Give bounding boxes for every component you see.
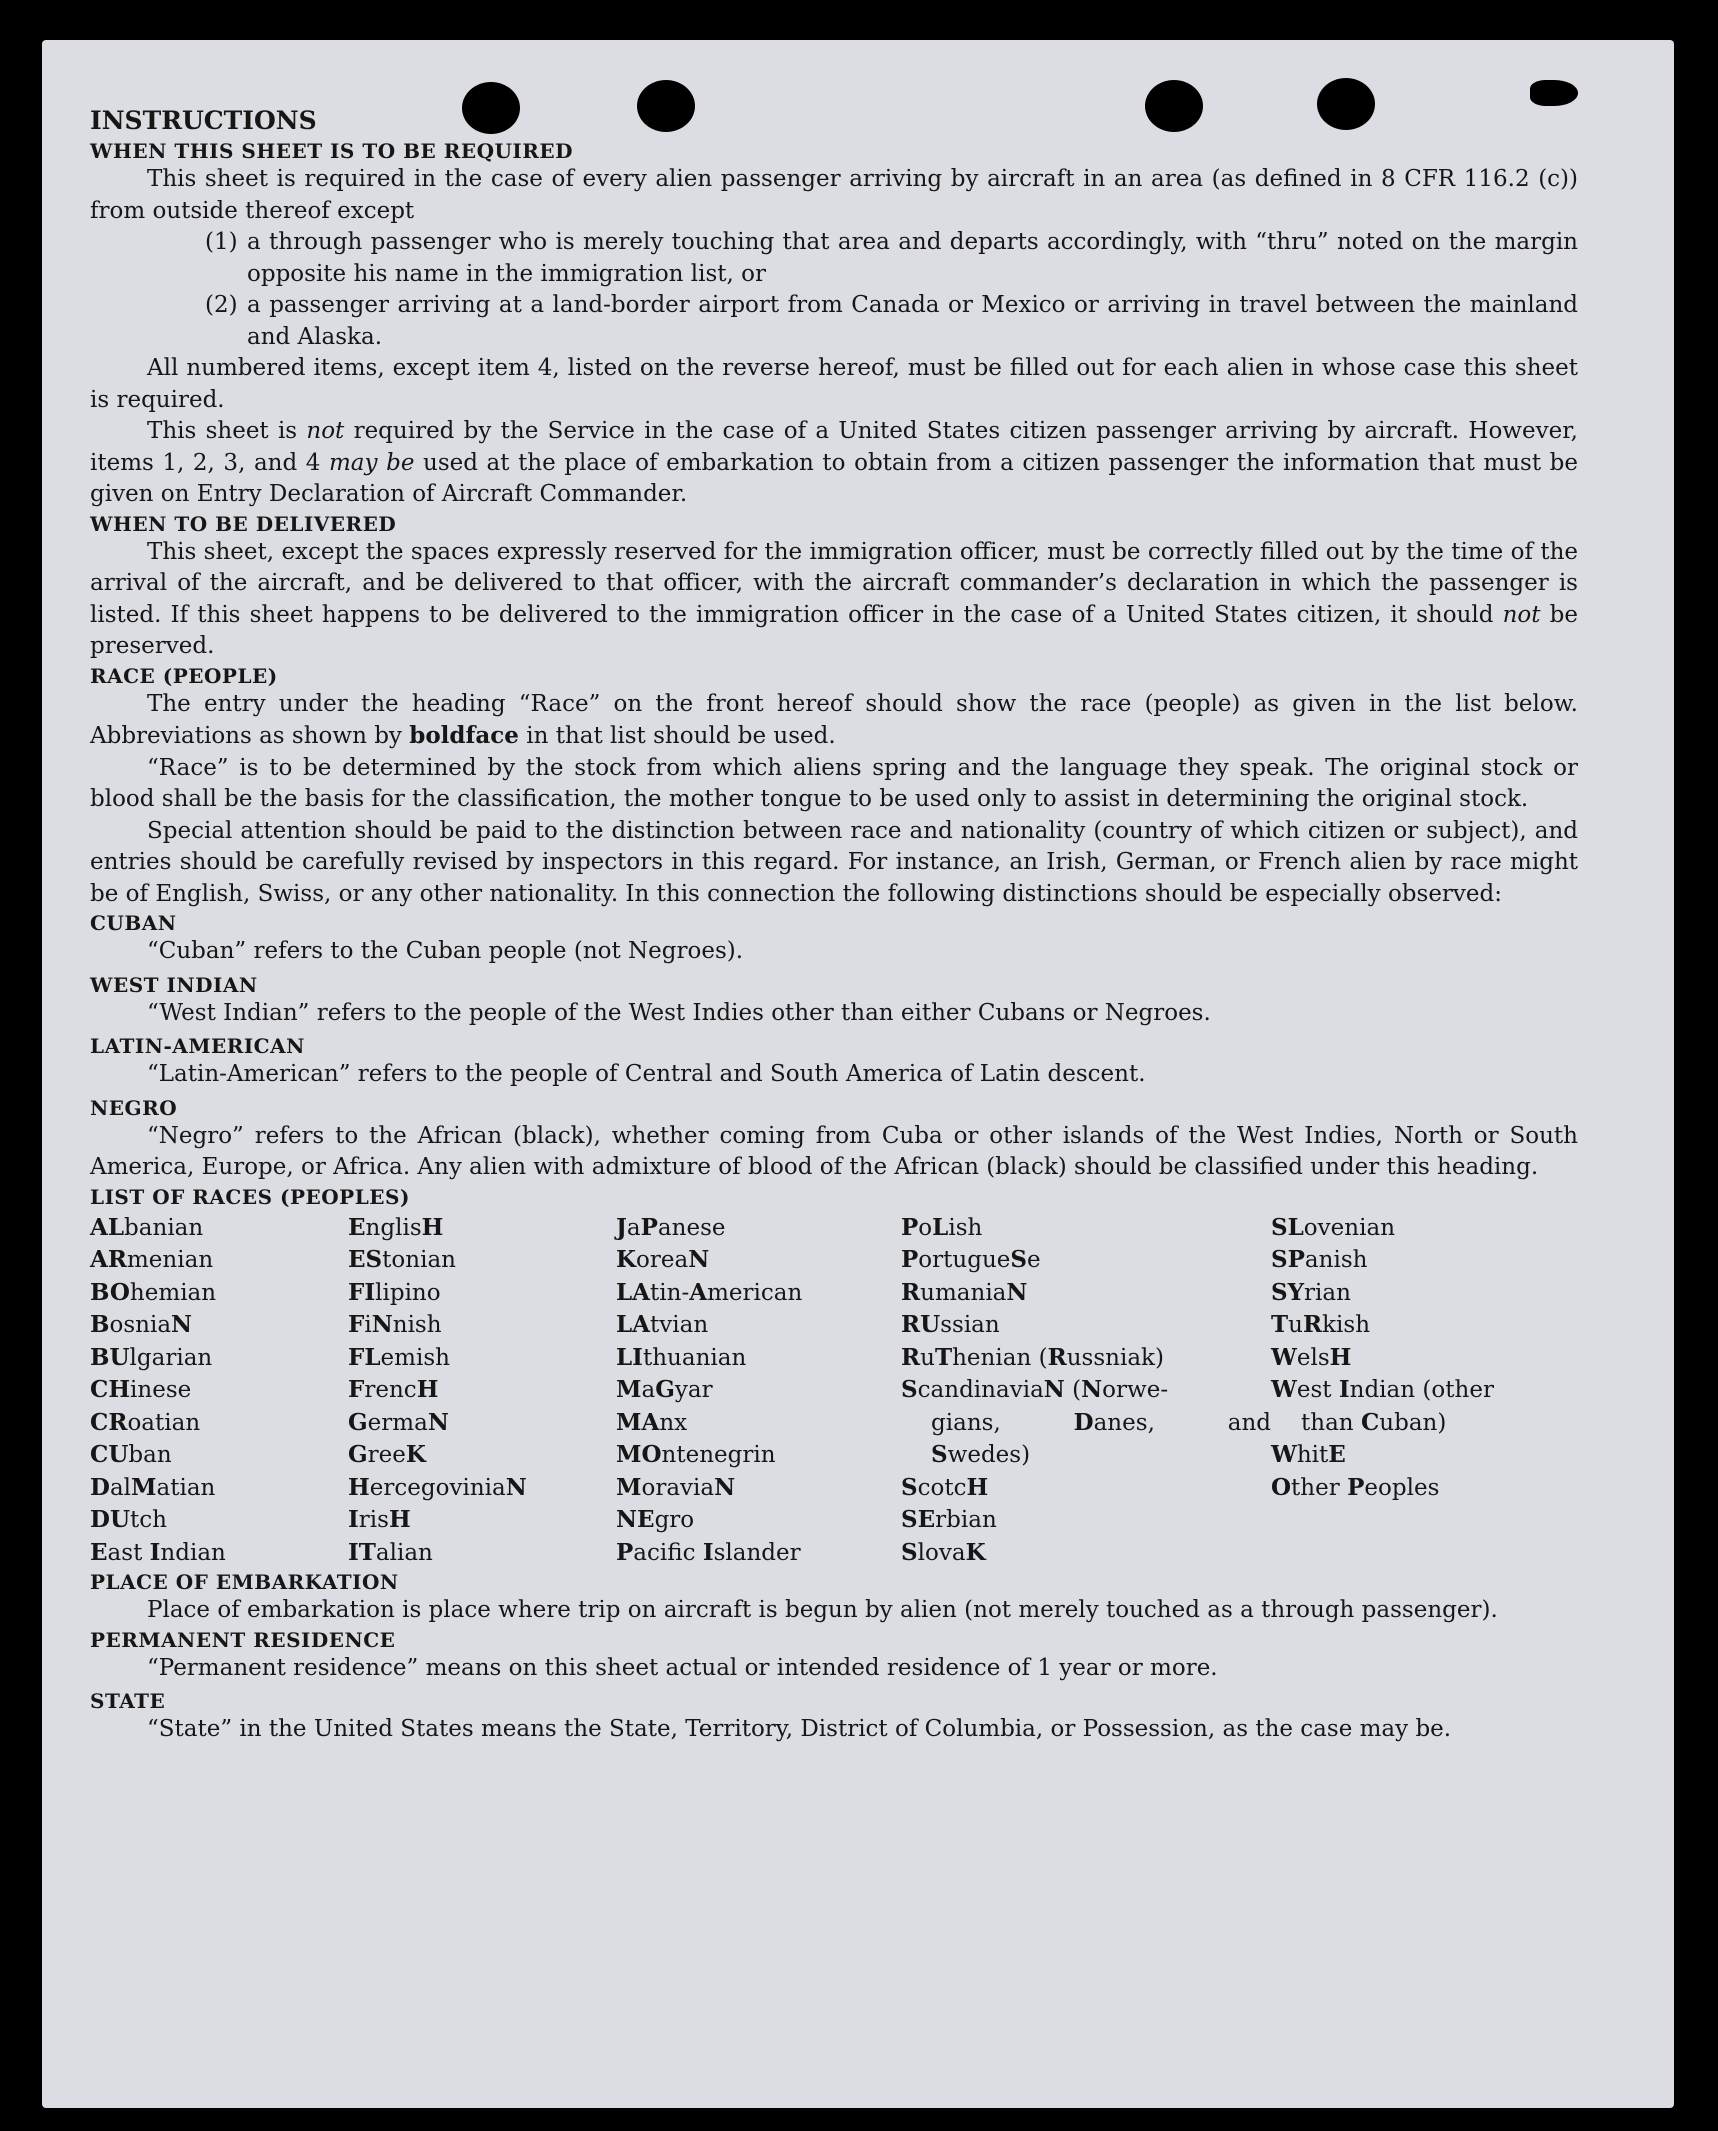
race-entry: than Cuban)	[1301, 1408, 1447, 1436]
race-entry: PoLish	[901, 1213, 983, 1241]
race-entry: West Indian (other	[1271, 1376, 1494, 1403]
race-entry: BOhemian	[90, 1278, 217, 1306]
paragraph: Place of embarkation is place where trip on aircraft is begun by alien (not merely touched as a through passenger).	[147, 1597, 1498, 1623]
race-entry: TuRkish	[1271, 1311, 1371, 1338]
item-text: a through passenger who is merely touching that area and departs accordingly, with “thru” noted on the margin opposite his name in the immigration list, or	[247, 229, 1578, 287]
paragraph: “West Indian” refers to the people of the West Indies other than either Cubans or Negroes.	[147, 999, 1211, 1026]
race-entry: EnglisH	[348, 1213, 444, 1241]
race-entry: CRoatian	[90, 1408, 201, 1436]
punch-hole	[1530, 80, 1578, 106]
race-entry: FrencH	[348, 1376, 439, 1403]
item-number: (2)	[205, 292, 238, 318]
paragraph: “State” in the United States means the State, Territory, District of Columbia, or Possession, as the case may be.	[147, 1716, 1452, 1742]
race-entry: DUtch	[90, 1506, 167, 1533]
section-heading: NEGRO	[90, 1095, 178, 1120]
section-heading: STATE	[90, 1689, 166, 1713]
race-entry: BUlgarian	[90, 1343, 213, 1371]
race-entry: WelsH	[1271, 1343, 1352, 1371]
race-entry: FIlipino	[348, 1278, 441, 1306]
race-entry: Other Peoples	[1271, 1473, 1440, 1501]
race-entry: NEgro	[616, 1506, 695, 1533]
numbered-item	[205, 227, 1578, 290]
paragraph: This sheet is not required by the Service in the case of a United States citizen passenger arriving by aircraft. However, items 1, 2, 3, and 4 may be used at the place of embarkation to obtain from a citizen passenger the information that must be given on Entry Declaration of Aircraft Commander.	[90, 418, 1579, 507]
race-entry: SPanish	[1271, 1246, 1368, 1273]
race-entry: East Indian	[90, 1538, 226, 1566]
section-heading: LIST OF RACES (PEOPLES)	[90, 1184, 410, 1209]
race-entry: ARmenian	[90, 1246, 214, 1273]
race-list	[90, 1212, 1578, 1570]
race-entry: DalMatian	[90, 1473, 216, 1501]
race-entry: Pacifc Islander	[616, 1538, 801, 1566]
race-column	[348, 1212, 616, 1570]
race-entry: ALbanian	[90, 1213, 204, 1241]
paragraph: All numbered items, except item 4, listed on the reverse hereof, must be filled out for each alien in whose case this sheet is required.	[90, 355, 1578, 413]
race-entry: LIthuanian	[616, 1343, 747, 1371]
race-entry: ScotcH	[901, 1473, 989, 1501]
race-entry: MAnx	[616, 1408, 688, 1436]
race-entry: WhitE	[1271, 1441, 1346, 1468]
race-entry: FLemish	[348, 1343, 450, 1371]
section-heading: LATIN-AMERICAN	[90, 1034, 305, 1058]
race-entry: RUssian	[901, 1311, 1000, 1338]
race-entry: KoreaN	[616, 1246, 710, 1273]
race-entry: gians, Danes, and	[931, 1408, 1272, 1436]
race-entry: Swedes)	[931, 1441, 1031, 1468]
numbered-item	[205, 290, 1578, 353]
item-number: (1)	[205, 229, 238, 255]
section-heading: CUBAN	[90, 911, 177, 935]
race-entry: SlovaK	[901, 1538, 986, 1566]
item-text: a passenger arriving at a land-border airport from Canada or Mexico or arriving in travel between the mainland and Alaska.	[247, 292, 1578, 350]
section-heading: PERMANENT RESIDENCE	[90, 1627, 396, 1652]
race-entry: ITalian	[348, 1538, 433, 1566]
race-entry: JaPanese	[616, 1213, 726, 1241]
race-entry: GreeK	[348, 1441, 426, 1468]
section-heading: WHEN THIS SHEET IS TO BE REQUIRED	[90, 139, 573, 163]
race-entry: IrisH	[348, 1506, 411, 1533]
paragraph: “Cuban” refers to the Cuban people (not Negroes).	[147, 938, 744, 964]
race-entry: CUban	[90, 1441, 172, 1468]
race-entry: RumaniaN	[901, 1278, 1028, 1306]
race-entry: SLovenian	[1271, 1213, 1396, 1241]
page-title: INSTRUCTIONS	[90, 106, 317, 135]
paragraph: The entry under the heading “Race” on the front hereof should show the race (people) as given in the list below. Abbreviations as shown by boldface in that list should be used.	[90, 690, 1578, 749]
paragraph: “Negro” refers to the African (black), whether coming from Cuba or other islands of the West Indies, North or South America, Europe, or Africa. Any alien with admixture of blood of the African (black) should be classified under this heading.	[90, 1122, 1578, 1180]
race-entry: GermaN	[348, 1408, 449, 1436]
race-column	[1271, 1212, 1531, 1570]
race-entry: HercegoviniaN	[348, 1473, 527, 1501]
race-entry: LAtvian	[616, 1311, 709, 1338]
race-entry: MaGyar	[616, 1376, 713, 1403]
section-heading: RACE (PEOPLE)	[90, 663, 278, 688]
paragraph: “Latin-American” refers to the people of Central and South America of Latin descent.	[147, 1061, 1146, 1087]
paragraph: This sheet, except the spaces expressly reserved for the immigration officer, must be correctly filled out by the time of the arrival of the aircraft, and be delivered to that officer, with the aircraft commander’s declaration in which the passenger is listed. If this sheet happens to be delivered to the immigration officer in the case of a United States citizen, it should not be preserved.	[90, 538, 1578, 659]
paragraph: Special attention should be paid to the distinction between race and nationality (country of which citizen or subject), and entries should be carefully revised by inspectors in this regard. For instance, an Irish, German, or French alien by race might be of English, Swiss, or any other nationality. In this connection the following distinctions should be especially observed:	[90, 817, 1578, 907]
section-heading: WHEN TO BE DELIVERED	[90, 511, 397, 536]
race-entry: EStonian	[348, 1246, 456, 1273]
race-entry: SYrian	[1271, 1278, 1351, 1306]
race-column	[616, 1212, 901, 1570]
race-entry: PortugueSe	[901, 1246, 1041, 1273]
section-heading: PLACE OF EMBARKATION	[90, 1570, 399, 1594]
race-entry: FiNnish	[348, 1311, 442, 1338]
race-column	[90, 1212, 348, 1570]
race-entry: BosniaN	[90, 1311, 193, 1338]
race-entry: ScandinaviaN (Norwe-	[901, 1376, 1169, 1403]
race-entry: CHinese	[90, 1376, 192, 1403]
race-entry: MoraviaN	[616, 1473, 736, 1501]
paragraph: This sheet is required in the case of every alien passenger arriving by aircraft in an area (as defined in 8 CFR 116.2 (c)) from outside thereof except	[90, 166, 1578, 224]
race-entry: RuThenian (Russniak)	[901, 1343, 1164, 1371]
race-entry: MOntenegrin	[616, 1441, 776, 1468]
race-entry: LAtin-American	[616, 1278, 803, 1306]
race-entry: SErbian	[901, 1506, 997, 1533]
race-column	[901, 1212, 1271, 1570]
instructions-text	[90, 104, 1578, 1746]
paragraph: “Permanent residence” means on this sheet actual or intended residence of 1 year or more.	[147, 1654, 1218, 1681]
paragraph: “Race” is to be determined by the stock from which aliens spring and the language they speak. The original stock or blood shall be the basis for the classification, the mother tongue to be used only to assist in determining the original stock.	[90, 754, 1578, 812]
section-heading: WEST INDIAN	[90, 972, 258, 997]
